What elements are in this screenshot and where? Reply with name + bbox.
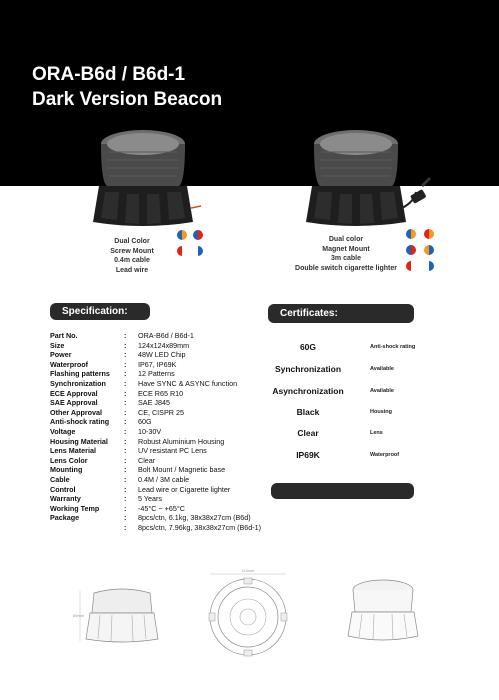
spec-key: Housing Material — [50, 436, 108, 446]
spec-row — [50, 398, 278, 408]
spec-key: Voltage — [50, 426, 76, 436]
color-swatch — [424, 229, 434, 239]
spec-key — [50, 523, 122, 533]
certificate-desc: Anti-shock rating — [370, 344, 416, 350]
color-swatch — [193, 246, 203, 256]
spec-colon: : — [124, 522, 127, 532]
product-subtitle: Dark Version Beacon — [32, 89, 223, 110]
spec-row — [50, 379, 278, 389]
certificate-desc: Waterproof — [370, 452, 400, 458]
spec-row — [50, 456, 278, 466]
spec-value: 8pcs/ctn, 6.1kg, 38x38x27cm (B6d) — [138, 513, 251, 523]
certificate-desc: Available — [370, 366, 394, 372]
spec-colon: : — [124, 513, 127, 523]
spec-colon: : — [124, 378, 127, 388]
spec-row — [50, 417, 278, 427]
color-swatch — [177, 230, 187, 240]
beacon-magnet-mount-image — [298, 122, 438, 234]
spec-colon: : — [124, 426, 127, 436]
spec-row — [50, 427, 278, 437]
color-swatch — [406, 229, 416, 239]
spec-key: Anti-shock rating — [50, 417, 110, 427]
spec-colon: : — [124, 474, 127, 484]
spec-row — [50, 494, 278, 504]
product-title: ORA-B6d / B6d-1 — [32, 64, 186, 85]
spec-value: 48W LED Chip — [138, 350, 186, 360]
spec-key: Waterproof — [50, 359, 89, 369]
spec-value: SAE J845 — [138, 398, 170, 408]
spec-value: Have SYNC & ASYNC function — [138, 378, 238, 388]
spec-value: Robust Aluminium Housing — [138, 436, 225, 446]
spec-value: 0.4M / 3M cable — [138, 474, 190, 484]
spec-colon: : — [124, 465, 127, 475]
spec-value: 8pcs/ctn, 7.96kg, 38x38x27cm (B6d-1) — [138, 522, 262, 532]
spec-value: IP67, IP69K — [138, 359, 177, 369]
spec-row — [50, 504, 278, 514]
color-swatch — [406, 261, 416, 271]
spec-value: 12 Patterns — [138, 369, 175, 379]
spec-row — [50, 446, 278, 456]
spec-row — [50, 437, 278, 447]
perspective-drawing — [338, 572, 428, 652]
spec-colon: : — [124, 446, 127, 456]
color-swatch — [193, 230, 203, 240]
spec-key: Lens Material — [50, 446, 96, 456]
spec-value: 124x124x89mm — [138, 340, 190, 350]
spec-key: Package — [50, 513, 80, 523]
side-view-drawing — [72, 575, 172, 650]
spec-row — [50, 369, 278, 379]
product-caption-right: Dual color Magnet Mount 3m cable Double switch cigarette lighter — [295, 236, 397, 272]
spec-key: Cable — [50, 474, 70, 484]
spec-value: CE, CISPR 25 — [138, 407, 184, 417]
spec-colon: : — [124, 369, 127, 379]
spec-value: 10-30V — [138, 426, 162, 436]
spec-value: -45°C ~ +65°C — [138, 503, 185, 513]
spec-row — [50, 341, 278, 351]
empty-bar — [271, 483, 414, 499]
color-swatch — [424, 261, 434, 271]
certificate-item — [268, 360, 458, 380]
certificate-item — [268, 424, 458, 444]
certificate-desc: Available — [370, 388, 394, 394]
certificate-name: Black — [296, 407, 320, 417]
spec-row — [50, 513, 278, 523]
height-dimension-label: 89mm — [73, 613, 85, 618]
spec-key: ECE Approval — [50, 388, 98, 398]
color-swatch — [424, 245, 434, 255]
spec-value: 60G — [138, 417, 152, 427]
certificate-desc: Lens — [370, 430, 383, 436]
spec-value: Bolt Mount / Magnetic base — [138, 465, 226, 475]
spec-row — [50, 408, 278, 418]
spec-value: ECE R65 R10 — [138, 388, 184, 398]
spec-colon: : — [124, 331, 127, 340]
spec-key: Mounting — [50, 465, 83, 475]
spec-key: Warranty — [50, 494, 81, 504]
spec-row — [50, 389, 278, 399]
spec-value: Lead wire or Cigarette lighter — [138, 484, 231, 494]
spec-colon: : — [124, 484, 127, 494]
certificate-name: Clear — [297, 428, 319, 438]
spec-value: UV resistant PC Lens — [138, 446, 207, 456]
spec-key: Size — [50, 340, 65, 350]
certificate-name: Synchronization — [274, 364, 342, 374]
top-view-drawing — [198, 565, 298, 660]
certificate-item — [268, 403, 458, 423]
spec-row — [50, 465, 278, 475]
spec-colon: : — [124, 398, 127, 408]
spec-key: Part No. — [50, 331, 78, 340]
spec-colon: : — [124, 359, 127, 369]
spec-colon: : — [124, 388, 127, 398]
certificate-name: 60G — [299, 342, 317, 352]
spec-row — [50, 485, 278, 495]
certificate-desc: Housing — [370, 409, 392, 415]
spec-colon: : — [124, 417, 127, 427]
spec-row — [50, 360, 278, 370]
spec-colon: : — [124, 350, 127, 360]
spec-colon: : — [124, 455, 127, 465]
spec-row — [50, 523, 278, 533]
spec-colon: : — [124, 407, 127, 417]
spec-row — [50, 331, 278, 341]
beacon-screw-mount-image — [85, 122, 203, 234]
spec-colon: : — [124, 503, 127, 513]
product-caption-left: Dual Color Screw Mount 0.4m cable Lead wire — [110, 238, 154, 274]
width-dimension-label: 124mm — [241, 568, 255, 573]
spec-row — [50, 475, 278, 485]
spec-colon: : — [124, 436, 127, 446]
spec-value: ORA-B6d / B6d-1 — [138, 331, 194, 340]
spec-key: Other Approval — [50, 407, 103, 417]
spec-key: Lens Color — [50, 455, 88, 465]
spec-key: Working Temp — [50, 503, 100, 513]
certificate-item — [268, 446, 458, 466]
spec-key: SAE Approval — [50, 398, 98, 408]
color-swatch — [177, 246, 187, 256]
specification-table — [50, 331, 278, 532]
certificate-item — [268, 382, 458, 402]
specification-heading: Specification: — [50, 303, 150, 320]
spec-colon: : — [124, 340, 127, 350]
certificates-heading: Certificates: — [268, 304, 414, 323]
spec-key: Synchronization — [50, 378, 106, 388]
certificate-item — [268, 338, 458, 358]
certificate-name: IP69K — [296, 450, 320, 460]
spec-row — [50, 350, 278, 360]
spec-value: 5 Years — [138, 494, 162, 504]
spec-key: Power — [50, 350, 72, 360]
spec-value: Clear — [138, 455, 156, 465]
spec-key: Control — [50, 484, 76, 494]
color-swatch — [406, 245, 416, 255]
spec-key: Flashing patterns — [50, 369, 110, 379]
certificate-name: Asynchronization — [272, 386, 344, 396]
spec-colon: : — [124, 494, 127, 504]
